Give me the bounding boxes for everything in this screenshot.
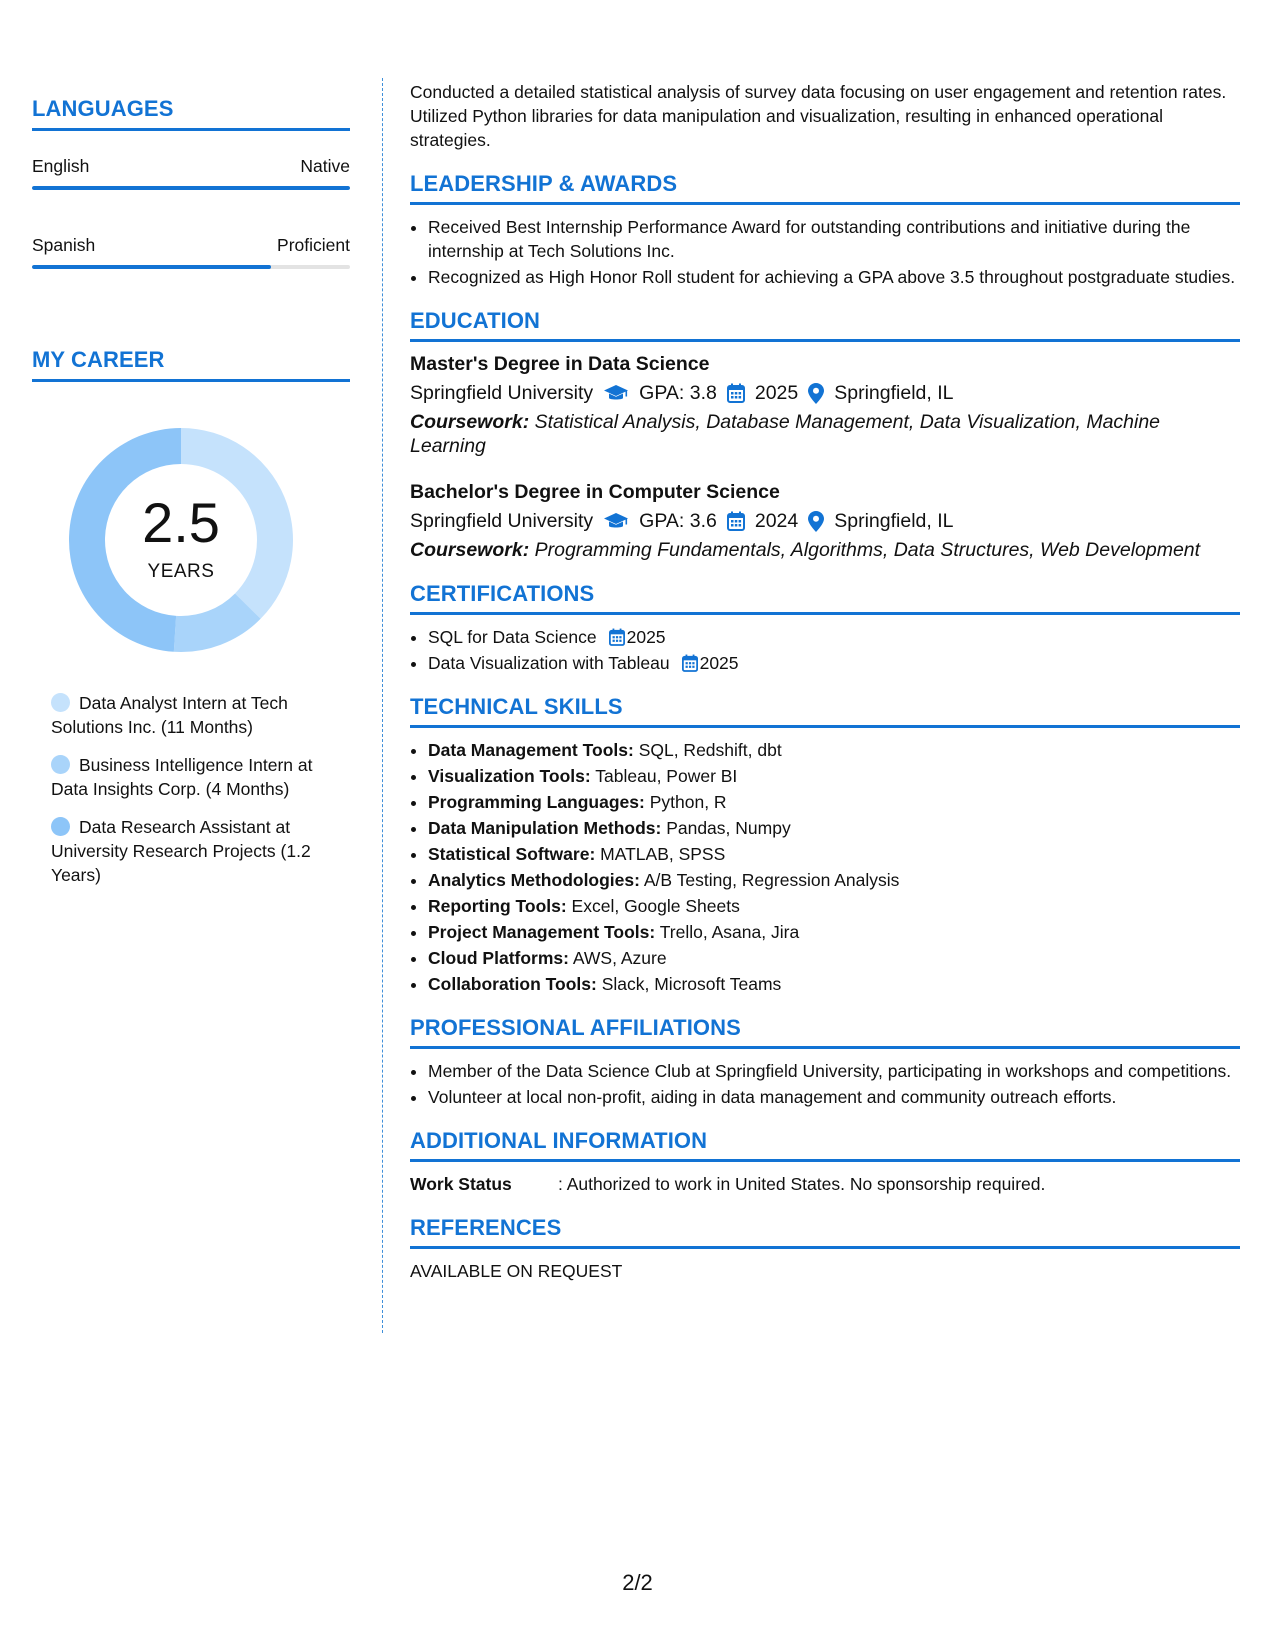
language-item: [32, 235, 350, 269]
language-proficiency-fill: [32, 186, 350, 190]
skill-value: SQL, Redshift, dbt: [633, 740, 782, 760]
list-item: • Recognized as High Honor Roll student for achieving a GPA above 3.5 throughout postgraduate studies.: [428, 265, 1240, 289]
certification-name: Data Visualization with Tableau: [428, 653, 670, 673]
skill-label: Analytics Methodologies:: [428, 870, 640, 890]
languages-heading: LANGUAGES: [32, 96, 350, 131]
language-proficiency-fill: [32, 265, 271, 269]
skill-item: [428, 764, 1240, 788]
legend-dot: [51, 693, 70, 712]
skill-item: [428, 790, 1240, 814]
gpa: GPA: 3.8: [639, 382, 717, 404]
career-total-years: 2.5: [142, 491, 220, 554]
page-number: 2/2: [622, 1570, 653, 1595]
list-item: • Volunteer at local non-profit, aiding in data management and community outreach efforts.: [428, 1085, 1240, 1109]
school-location: Springfield, IL: [834, 382, 954, 404]
location-pin-icon: [808, 383, 824, 404]
skill-label: Reporting Tools:: [428, 896, 567, 916]
work-status-value: : Authorized to work in United States. No sponsorship required.: [558, 1174, 1046, 1194]
skill-value: A/B Testing, Regression Analysis: [639, 870, 900, 890]
legend-dot: [51, 817, 70, 836]
language-level: Native: [300, 156, 350, 176]
graduation-year: 2024: [754, 510, 799, 532]
affiliations-list: [410, 1059, 1240, 1109]
skill-label: Project Management Tools:: [428, 922, 656, 942]
career-donut-chart: [66, 425, 296, 655]
skill-value: Python, R: [644, 792, 727, 812]
skill-item: [428, 946, 1240, 970]
skill-value: Slack, Microsoft Teams: [596, 974, 782, 994]
legend-dot: [51, 755, 70, 774]
skill-item: [428, 842, 1240, 866]
skill-label: Collaboration Tools:: [428, 974, 597, 994]
education-heading: EDUCATION: [410, 309, 1240, 342]
certification-name: SQL for Data Science: [428, 627, 597, 647]
skill-value: AWS, Azure: [568, 948, 667, 968]
references-text: AVAILABLE ON REQUEST: [410, 1261, 623, 1281]
list-item: • Member of the Data Science Club at Springfield University, participating in workshops and competitions.: [428, 1059, 1240, 1083]
career-legend: [51, 691, 341, 887]
coursework-label: Coursework:: [410, 539, 530, 561]
location-pin-icon: [808, 511, 824, 532]
certification-year: 2025: [626, 627, 666, 647]
skill-value: Trello, Asana, Jira: [655, 922, 800, 942]
career-legend-item: [51, 691, 341, 739]
certification-item: [428, 651, 1240, 675]
career-heading: MY CAREER: [32, 347, 350, 382]
skill-label: Data Management Tools:: [428, 740, 634, 760]
certifications-list: [410, 625, 1240, 675]
skill-item: [428, 920, 1240, 944]
left-column: [32, 78, 350, 901]
coursework-label: Coursework:: [410, 411, 530, 433]
column-divider: [382, 78, 383, 1333]
education-entry: [410, 480, 1240, 562]
skills-list: [410, 738, 1240, 996]
graduation-cap-icon: [603, 512, 629, 530]
calendar-icon: [609, 628, 625, 646]
language-proficiency-bar: [32, 186, 350, 190]
gpa: GPA: 3.6: [639, 510, 717, 532]
career-total-unit: YEARS: [147, 561, 215, 582]
graduation-year: 2025: [754, 382, 799, 404]
language-item: [32, 156, 350, 190]
skill-value: MATLAB, SPSS: [595, 844, 726, 864]
skill-label: Visualization Tools:: [428, 766, 591, 786]
coursework-list: Statistical Analysis, Database Management, Data Visualization, Machine Learning: [410, 411, 1161, 457]
right-column: [410, 80, 1240, 1283]
experience-description: Conducted a detailed statistical analysis of survey data focusing on user engagement and retention rates. Utilized Python libraries for data manipulation and visualization, resulting in enhanced operational strategies.: [410, 82, 1227, 150]
skill-value: Tableau, Power BI: [590, 766, 738, 786]
additional-info-heading: ADDITIONAL INFORMATION: [410, 1129, 1240, 1162]
skill-label: Data Manipulation Methods:: [428, 818, 662, 838]
school-name: Springfield University: [410, 510, 594, 532]
school-name: Springfield University: [410, 382, 594, 404]
skill-label: Statistical Software:: [428, 844, 596, 864]
references-heading: REFERENCES: [410, 1216, 1240, 1249]
calendar-icon: [727, 383, 745, 403]
certifications-heading: CERTIFICATIONS: [410, 582, 1240, 615]
skill-item: [428, 894, 1240, 918]
skill-value: Pandas, Numpy: [661, 818, 791, 838]
career-legend-label: Data Research Assistant at University Research Projects (1.2 Years): [51, 817, 311, 885]
coursework: [410, 410, 1240, 458]
work-status-label: Work Status: [410, 1174, 512, 1194]
certification-item: [428, 625, 1240, 649]
career-legend-label: Data Analyst Intern at Tech Solutions Inc. (11 Months): [51, 693, 288, 737]
calendar-icon: [727, 511, 745, 531]
coursework: [410, 538, 1240, 562]
skill-item: [428, 868, 1240, 892]
affiliations-heading: PROFESSIONAL AFFILIATIONS: [410, 1016, 1240, 1049]
coursework-list: Programming Fundamentals, Algorithms, Data Structures, Web Development: [529, 539, 1201, 561]
skill-value: Excel, Google Sheets: [566, 896, 740, 916]
skills-heading: TECHNICAL SKILLS: [410, 695, 1240, 728]
degree-title: Bachelor's Degree in Computer Science: [410, 481, 780, 503]
leadership-heading: LEADERSHIP & AWARDS: [410, 172, 1240, 205]
school-location: Springfield, IL: [834, 510, 954, 532]
skill-label: Cloud Platforms:: [428, 948, 569, 968]
education-entry: [410, 352, 1240, 458]
skill-label: Programming Languages:: [428, 792, 645, 812]
work-status-row: [410, 1172, 1240, 1196]
leadership-list: [410, 215, 1240, 289]
certification-year: 2025: [699, 653, 739, 673]
skill-item: [428, 738, 1240, 762]
language-proficiency-bar: [32, 265, 350, 269]
list-item: • Received Best Internship Performance Award for outstanding contributions and initiative during the internship at Tech Solutions Inc.: [428, 215, 1240, 263]
career-legend-item: [51, 753, 341, 801]
language-name: English: [32, 156, 90, 176]
language-level: Proficient: [277, 235, 350, 255]
career-legend-label: Business Intelligence Intern at Data Insights Corp. (4 Months): [51, 755, 313, 799]
skill-item: [428, 816, 1240, 840]
language-name: Spanish: [32, 235, 96, 255]
degree-title: Master's Degree in Data Science: [410, 353, 710, 375]
career-legend-item: [51, 815, 341, 887]
graduation-cap-icon: [603, 384, 629, 402]
skill-item: [428, 972, 1240, 996]
calendar-icon: [682, 654, 698, 672]
